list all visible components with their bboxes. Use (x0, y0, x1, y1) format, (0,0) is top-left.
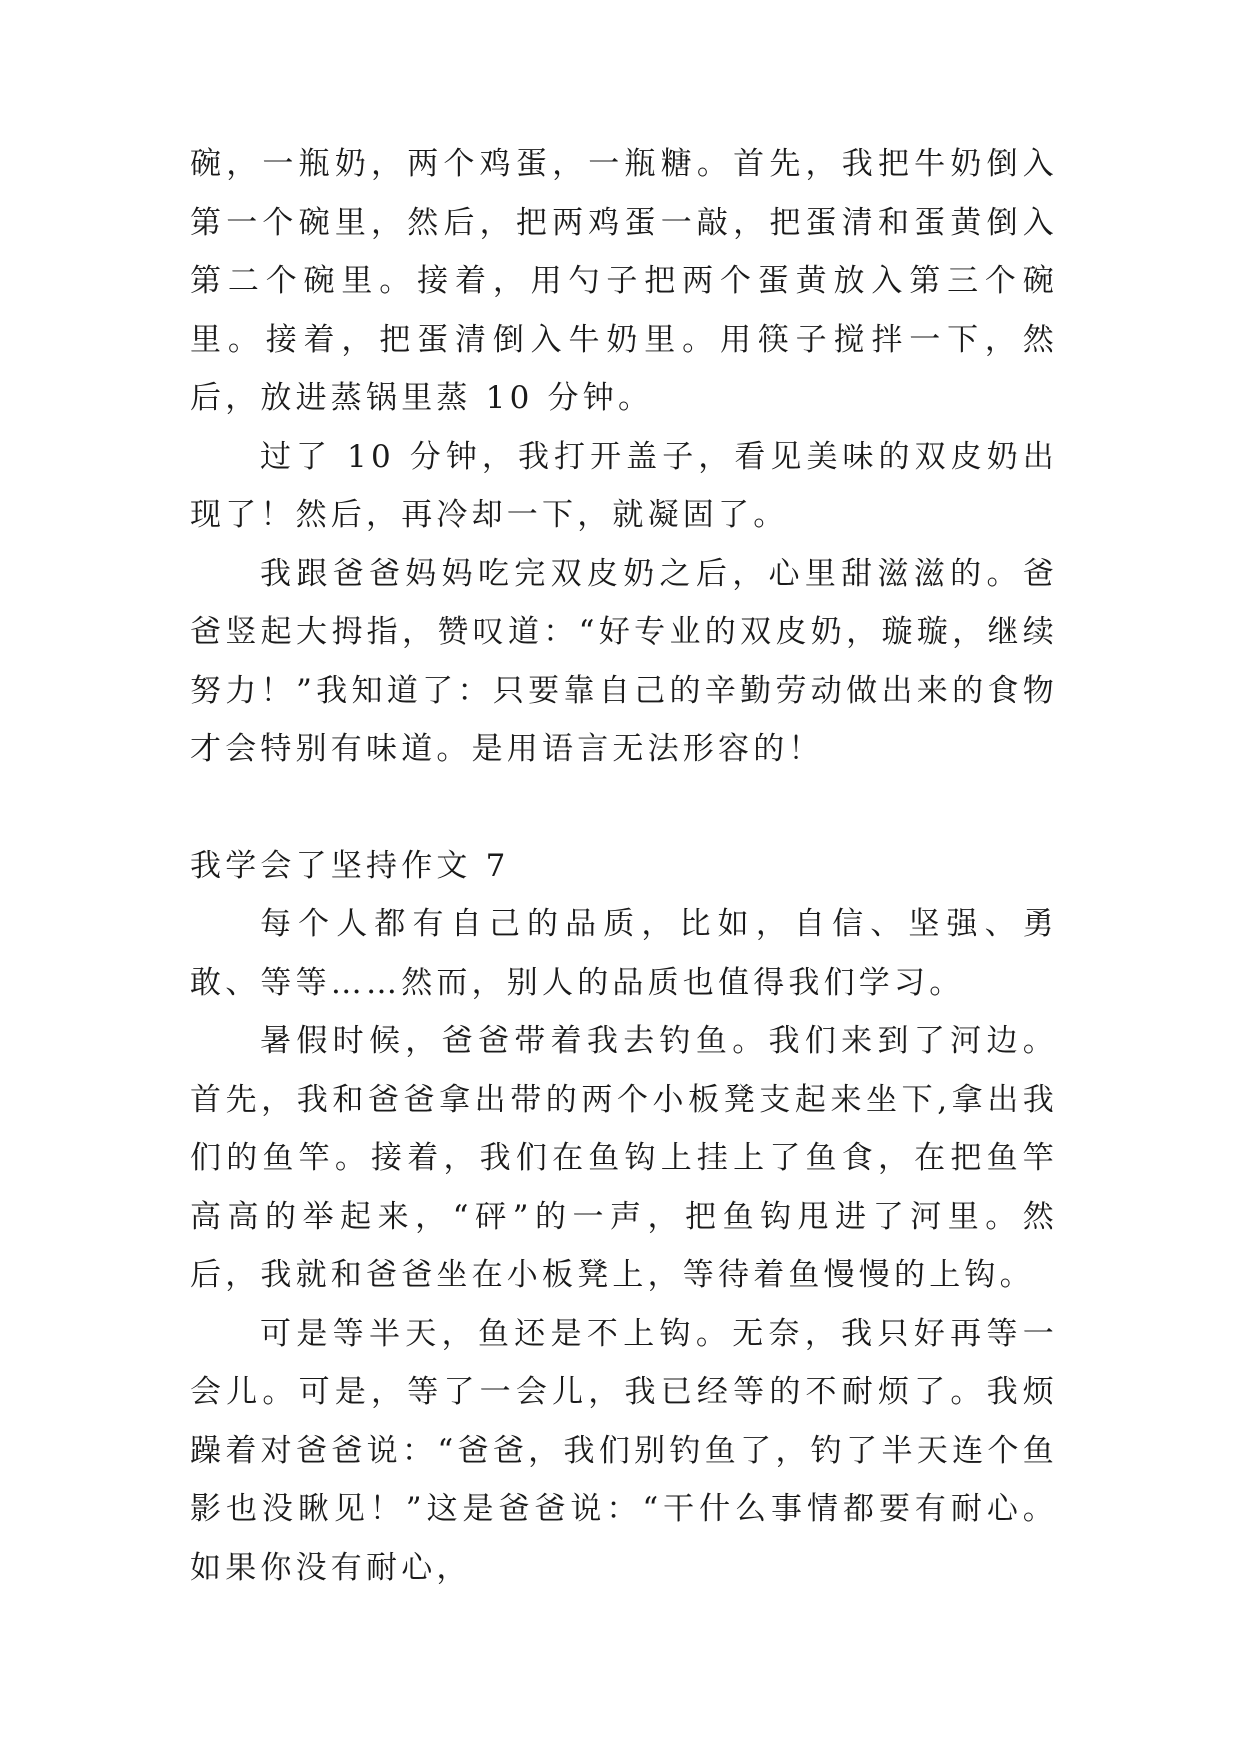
section-paragraph: 每个人都有自己的品质，比如，自信、坚强、勇敢、等等……然而，别人的品质也值得我们学习。 (190, 906, 1058, 1001)
paragraph-conclusion: 我跟爸爸妈妈吃完双皮奶之后，心里甜滋滋的。爸爸竖起大拇指，赞叹道：“好专业的双皮奶，璇璇，继续努力！”我知道了：只要靠自己的辛勤劳动做出来的食物才会特别有味道。是用语言无法形容的！ (190, 555, 1058, 767)
section-paragraph: 暑假时候，爸爸带着我去钓鱼。我们来到了河边。首先，我和爸爸拿出带的两个小板凳支起来坐下,拿出我们的鱼竿。接着，我们在鱼钩上挂上了鱼食，在把鱼竿高高的举起来，“砰”的一声，把鱼钩甩进了河里。然后，我就和爸爸坐在小板凳上，等待着鱼慢慢的上钩。 (190, 1023, 1058, 1293)
section-title: 我学会了坚持作文 7 (190, 847, 510, 884)
continued-paragraph: 碗，一瓶奶，两个鸡蛋，一瓶糖。首先，我把牛奶倒入第一个碗里，然后，把两鸡蛋一敲，把蛋清和蛋黄倒入第二个碗里。接着，用勺子把两个蛋黄放入第三个碗里。接着，把蛋清倒入牛奶里。用筷子搅拌一下，然后，放进蒸锅里蒸 10 分钟。 (190, 146, 1058, 416)
paragraph-cooling: 过了 10 分钟，我打开盖子，看见美味的双皮奶出现了！然后，再冷却一下，就凝固了。 (190, 438, 1058, 533)
section-paragraph: 可是等半天，鱼还是不上钩。无奈，我只好再等一会儿。可是，等了一会儿，我已经等的不耐烦了。我烦躁着对爸爸说：“爸爸，我们别钓鱼了，钓了半天连个鱼影也没瞅见！”这是爸爸说：“干什么事情都要有耐心。如果你没有耐心， (190, 1315, 1058, 1586)
document-page (190, 135, 1058, 1597)
